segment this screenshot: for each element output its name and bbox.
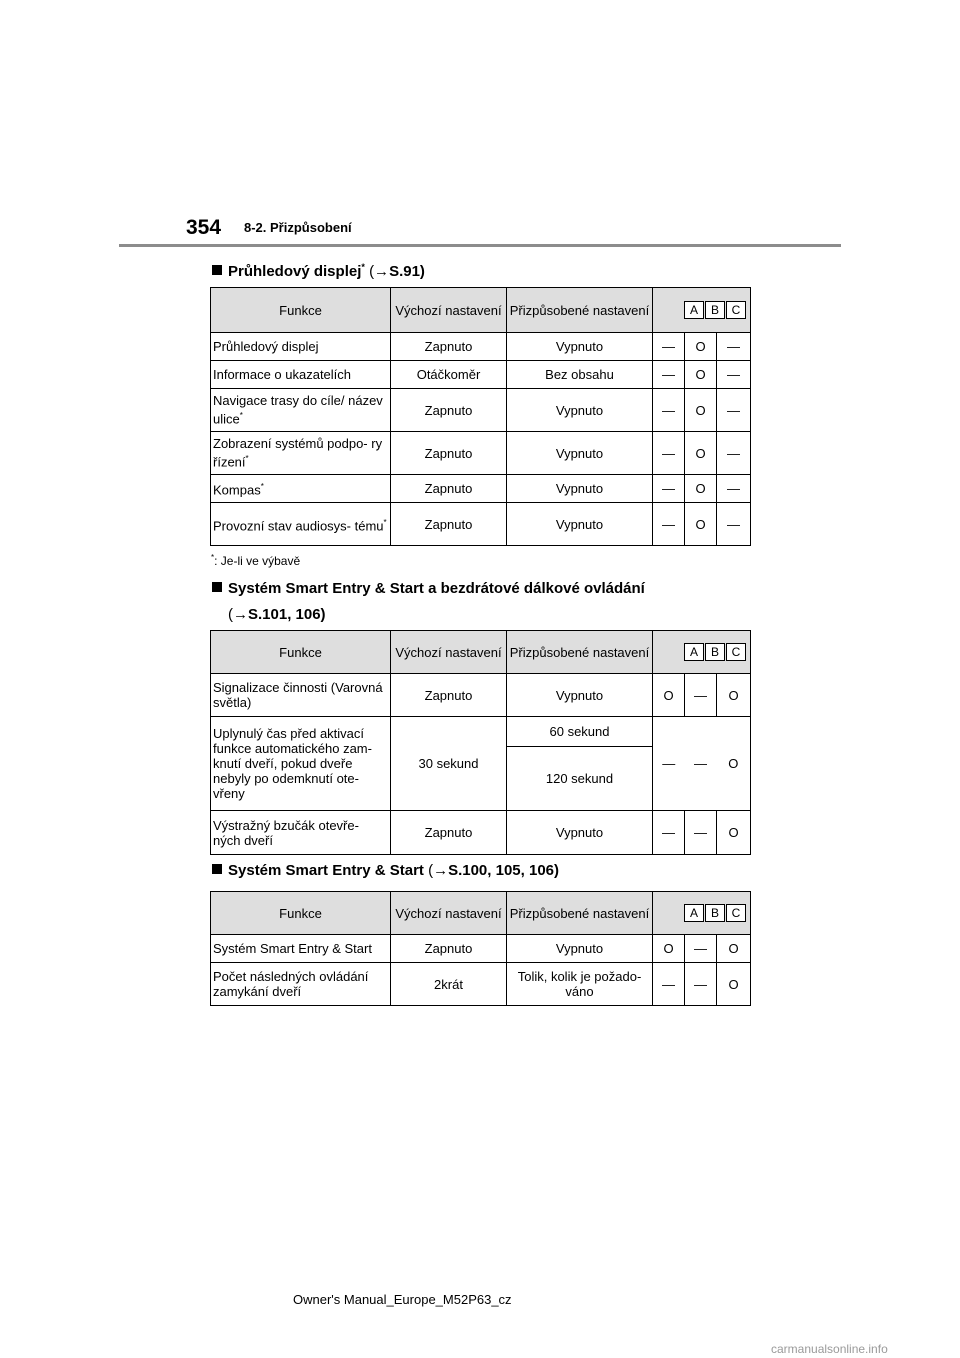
cell-b: O bbox=[685, 475, 717, 503]
cell-a: — bbox=[653, 475, 685, 503]
cell-a: O bbox=[653, 674, 685, 717]
cell-funkce: Systém Smart Entry & Start bbox=[211, 935, 391, 963]
cell-custom: Vypnuto bbox=[507, 432, 653, 475]
footnote-star: * bbox=[361, 262, 365, 272]
cell-a: — bbox=[653, 389, 685, 432]
settings-table-hud bbox=[210, 287, 751, 546]
cell-b: — bbox=[685, 674, 717, 717]
section-title: 8-2. Přizpůsobení bbox=[244, 220, 352, 235]
cell-funkce: Výstražný bzučák otevře- ných dveří bbox=[211, 811, 391, 855]
settings-table-smart-entry bbox=[210, 891, 751, 1006]
cell-a: — bbox=[653, 361, 685, 389]
cell-default: Zapnuto bbox=[391, 432, 507, 475]
cell-c: — bbox=[717, 475, 751, 503]
cell-a: — bbox=[653, 333, 685, 361]
table-header-row bbox=[211, 288, 751, 333]
cell-funkce: Signalizace činnosti (Varovná světla) bbox=[211, 674, 391, 717]
cell-funkce: Navigace trasy do cíle/ název ulice* bbox=[211, 389, 391, 432]
page-reference: S.91) bbox=[389, 263, 425, 280]
cell-default: Zapnuto bbox=[391, 333, 507, 361]
cell-custom: Vypnuto bbox=[507, 475, 653, 503]
header-rule bbox=[119, 244, 841, 247]
cell-a: O bbox=[653, 935, 685, 963]
header-funkce: Funkce bbox=[211, 288, 391, 333]
cell-b: O bbox=[685, 389, 717, 432]
cell-c: — bbox=[717, 503, 751, 546]
cell-b: — bbox=[685, 717, 717, 811]
cell-custom: Vypnuto bbox=[507, 811, 653, 855]
heading-text: Průhledový displej bbox=[228, 263, 362, 280]
section-heading-smart-entry bbox=[212, 860, 559, 882]
box-c: C bbox=[726, 301, 746, 319]
watermark-link[interactable]: carmanualsonline.info bbox=[771, 1342, 888, 1356]
cell-funkce: Provozní stav audiosys- tému* bbox=[211, 503, 391, 546]
cell-custom: Vypnuto bbox=[507, 389, 653, 432]
cell-c: — bbox=[717, 333, 751, 361]
header-abc bbox=[653, 288, 751, 333]
header-default: Výchozí nastavení bbox=[391, 892, 507, 935]
box-a: A bbox=[684, 904, 704, 922]
header-custom: Přizpůsobené nastavení bbox=[507, 631, 653, 674]
cell-c: — bbox=[717, 389, 751, 432]
cell-b: O bbox=[685, 432, 717, 475]
cell-funkce: Počet následných ovládání zamykání dveří bbox=[211, 963, 391, 1006]
table-header-row bbox=[211, 892, 751, 935]
cell-b: O bbox=[685, 503, 717, 546]
cell-custom: Vypnuto bbox=[507, 503, 653, 546]
cell-custom: Vypnuto bbox=[507, 333, 653, 361]
cell-funkce: Uplynulý čas před aktivací funkce automatického zam- knutí dveří, pokud dveře nebyly po odemknutí ote- vřeny bbox=[211, 717, 391, 811]
table-row bbox=[211, 361, 751, 389]
cell-default: 2krát bbox=[391, 963, 507, 1006]
arrow-icon: (→ bbox=[369, 263, 390, 280]
box-c: C bbox=[726, 643, 746, 661]
cell-b: — bbox=[685, 811, 717, 855]
table-row bbox=[211, 935, 751, 963]
heading-text: Systém Smart Entry & Start bbox=[228, 862, 424, 879]
cell-a: — bbox=[653, 432, 685, 475]
cell-custom: 60 sekund bbox=[507, 717, 653, 747]
table-row bbox=[211, 717, 751, 747]
table-row bbox=[211, 389, 751, 432]
table-row bbox=[211, 475, 751, 503]
heading-text: Systém Smart Entry & Start a bezdrátové dálkové ovládání bbox=[228, 580, 645, 597]
box-b: B bbox=[705, 301, 725, 319]
table-row bbox=[211, 811, 751, 855]
cell-default: Zapnuto bbox=[391, 389, 507, 432]
box-a: A bbox=[684, 301, 704, 319]
footnote: *: Je-li ve výbavě bbox=[211, 553, 301, 568]
cell-custom: Tolik, kolik je požado- váno bbox=[507, 963, 653, 1006]
header-funkce: Funkce bbox=[211, 631, 391, 674]
bullet-square-icon bbox=[212, 265, 222, 275]
cell-default: Otáčkoměr bbox=[391, 361, 507, 389]
cell-b: O bbox=[685, 361, 717, 389]
cell-funkce: Kompas* bbox=[211, 475, 391, 503]
table-row bbox=[211, 963, 751, 1006]
cell-b: — bbox=[685, 935, 717, 963]
cell-funkce: Zobrazení systémů podpo- ry řízení* bbox=[211, 432, 391, 475]
cell-funkce: Informace o ukazatelích bbox=[211, 361, 391, 389]
footer-text: Owner's Manual_Europe_M52P63_cz bbox=[293, 1292, 512, 1307]
cell-a: — bbox=[653, 717, 685, 811]
bullet-square-icon bbox=[212, 864, 222, 874]
settings-table-smart-entry-remote bbox=[210, 630, 751, 855]
cell-a: — bbox=[653, 811, 685, 855]
cell-default: Zapnuto bbox=[391, 935, 507, 963]
cell-custom: 120 sekund bbox=[507, 746, 653, 810]
table-row bbox=[211, 333, 751, 361]
cell-b: — bbox=[685, 963, 717, 1006]
header-funkce: Funkce bbox=[211, 892, 391, 935]
cell-c: — bbox=[717, 361, 751, 389]
table-header-row bbox=[211, 631, 751, 674]
cell-b: O bbox=[685, 333, 717, 361]
cell-c: — bbox=[717, 432, 751, 475]
cell-default: Zapnuto bbox=[391, 674, 507, 717]
cell-default: 30 sekund bbox=[391, 717, 507, 811]
box-b: B bbox=[705, 643, 725, 661]
section-heading-hud bbox=[212, 256, 425, 283]
cell-c: O bbox=[717, 674, 751, 717]
table-row bbox=[211, 432, 751, 475]
cell-a: — bbox=[653, 963, 685, 1006]
header-custom: Přizpůsobené nastavení bbox=[507, 892, 653, 935]
cell-default: Zapnuto bbox=[391, 811, 507, 855]
arrow-icon: (→ bbox=[228, 606, 248, 623]
box-c: C bbox=[726, 904, 746, 922]
cell-c: O bbox=[717, 717, 751, 811]
cell-custom: Bez obsahu bbox=[507, 361, 653, 389]
header-custom: Přizpůsobené nastavení bbox=[507, 288, 653, 333]
bullet-square-icon bbox=[212, 582, 222, 592]
arrow-icon: (→ bbox=[428, 862, 449, 879]
cell-c: O bbox=[717, 811, 751, 855]
header-abc bbox=[653, 631, 751, 674]
cell-default: Zapnuto bbox=[391, 503, 507, 546]
page-number: 354 bbox=[186, 216, 222, 239]
page-reference: S.100, 105, 106) bbox=[448, 862, 559, 879]
box-b: B bbox=[705, 904, 725, 922]
cell-custom: Vypnuto bbox=[507, 935, 653, 963]
cell-custom: Vypnuto bbox=[507, 674, 653, 717]
table-row bbox=[211, 503, 751, 546]
cell-c: O bbox=[717, 963, 751, 1006]
cell-default: Zapnuto bbox=[391, 475, 507, 503]
page-reference: S.101, 106) bbox=[248, 606, 326, 623]
header-default: Výchozí nastavení bbox=[391, 631, 507, 674]
box-a: A bbox=[684, 643, 704, 661]
section-heading-smart-entry-remote bbox=[212, 578, 645, 626]
header-default: Výchozí nastavení bbox=[391, 288, 507, 333]
cell-funkce: Průhledový displej bbox=[211, 333, 391, 361]
header-abc bbox=[653, 892, 751, 935]
cell-a: — bbox=[653, 503, 685, 546]
table-row bbox=[211, 674, 751, 717]
cell-c: O bbox=[717, 935, 751, 963]
